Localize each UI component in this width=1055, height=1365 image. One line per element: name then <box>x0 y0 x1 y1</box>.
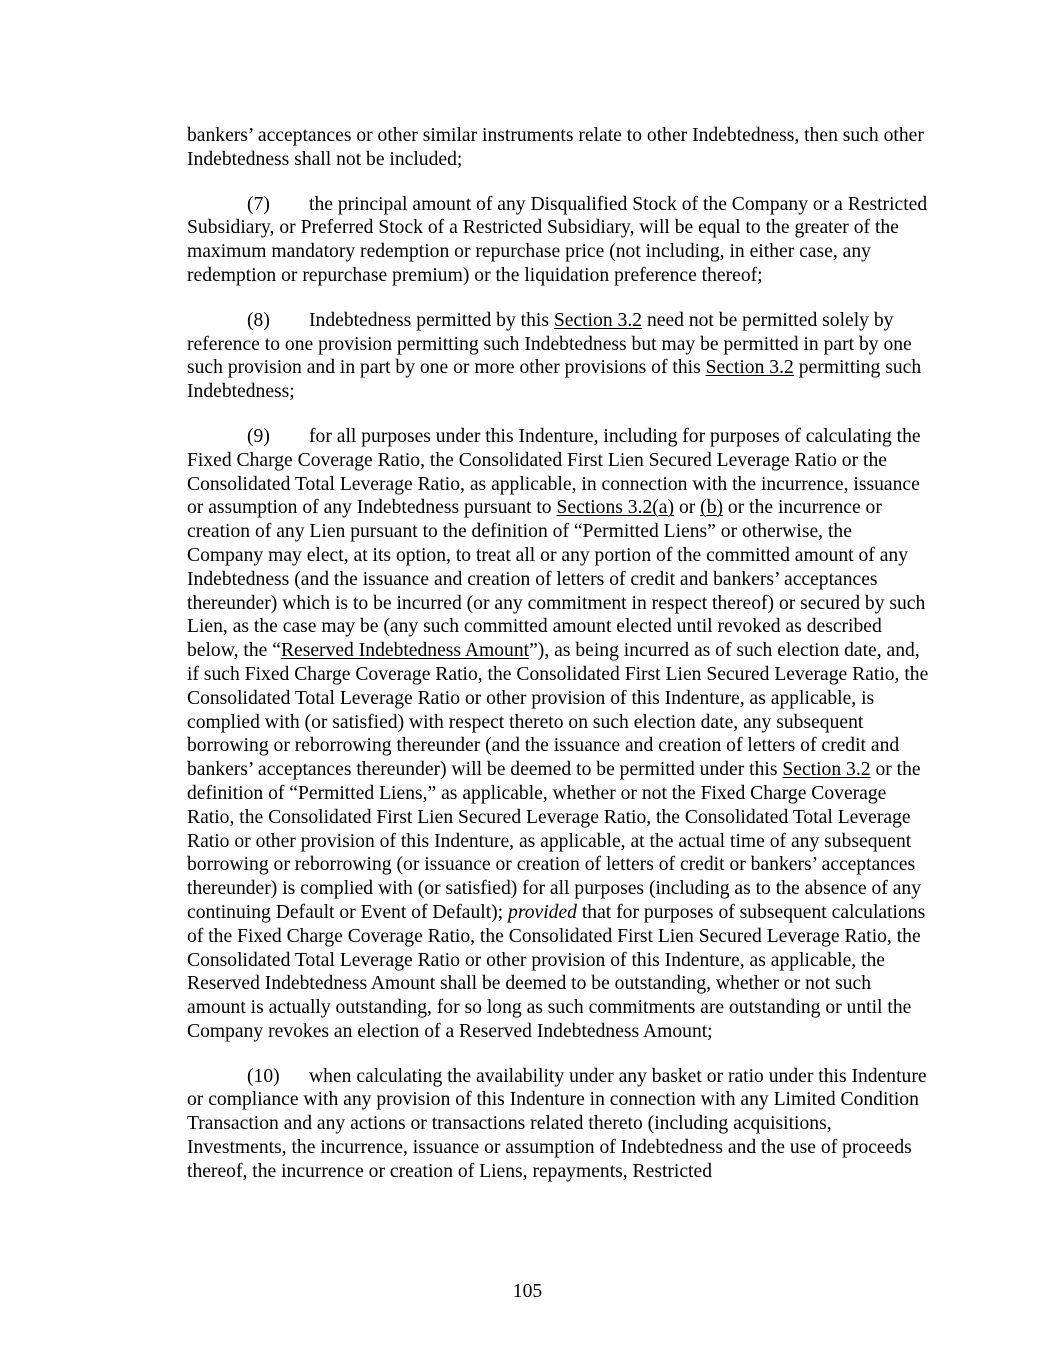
paragraph-8-number: (8) <box>247 309 270 331</box>
paragraph-continuation-text: bankers’ acceptances or other similar instruments relate to other Indebtedness, then such other Indebtedness shall not be included; <box>187 125 924 170</box>
paragraph-10 <box>187 1065 932 1184</box>
paragraph-7-text: the principal amount of any Disqualified Stock of the Company or a Restricted Subsidiary, or Preferred Stock of a Restricted Subsidiary, will be equal to the greater of the maximum mandatory redemption or repurchase price (not including, in either case, any redemption or repurchase premium) or the liquidation preference thereof; <box>187 193 928 286</box>
paragraph-9-text-4: ”), as being incurred as of such election date, and, if such Fixed Charge Coverage Ratio, the Consolidated First Lien Secured Leverage Ratio, the Consolidated Total Leverage Ratio or other provision of this Indenture, as applicable, is complied with (or satisfied) with respect thereto on such election date, any subsequent borrowing or reborrowing thereunder (and the issuance and creation of letters of credit and bankers’ acceptances thereunder) will be deemed to be permitted under this <box>187 640 929 781</box>
paragraph-10-text: when calculating the availability under any basket or ratio under this Indenture or compliance with any provision of this Indenture in connection with any Limited Condition Transaction and any actions or transactions related thereto (including acquisitions, Investments, the incurrence, issuance or assumption of Indebtedness and the use of proceeds thereof, the incurrence or creation of Liens, repayments, Restricted <box>187 1065 927 1182</box>
paragraph-9-number: (9) <box>247 425 270 447</box>
paragraph-8 <box>187 309 932 404</box>
section-reference: Section 3.2 <box>782 759 871 781</box>
proviso-term: provided <box>508 901 577 923</box>
section-reference: (b) <box>700 497 724 519</box>
section-reference: Sections 3.2(a) <box>556 497 675 519</box>
page-number: 105 <box>512 1281 543 1302</box>
paragraph-9-text-3: or the incurrence or creation of any Lien pursuant to the definition of “Permitted Liens” or otherwise, the Company may elect, at its option, to treat all or any portion of the committed amount of any Indebtedness (and the issuance and creation of letters of credit and bankers’ acceptances thereunder) which is to be incurred (or any commitment in respect thereof) or secured by such Lien, as the case may be (any such committed amount elected until revoked as described below, the “ <box>187 497 926 662</box>
paragraph-9-text-6: that for purposes of subsequent calculations of the Fixed Charge Coverage Ratio, the Consolidated First Lien Secured Leverage Ratio, the Consolidated Total Leverage Ratio or other provision of this Indenture, as applicable, the Reserved Indebtedness Amount shall be deemed to be outstanding, whether or not such amount is actually outstanding, for so long as such commitments are outstanding or until the Company revokes an election of a Reserved Indebtedness Amount; <box>187 901 926 1042</box>
paragraph-9-text-5: or the definition of “Permitted Liens,” as applicable, whether or not the Fixed Charge Coverage Ratio, the Consolidated First Lien Secured Leverage Ratio, the Consolidated Total Leverage Ratio or other provision of this Indenture, as applicable, at the actual time of any subsequent borrowing or reborrowing (or issuance or creation of letters of credit or bankers’ acceptances thereunder) is complied with (or satisfied) for all purposes (including as to the absence of any continuing Default or Event of Default); <box>187 759 922 923</box>
paragraph-7 <box>187 193 932 288</box>
paragraph-continuation <box>187 124 932 172</box>
document-page <box>187 124 932 1205</box>
paragraph-8-text-1: Indebtedness permitted by this <box>309 309 554 331</box>
paragraph-8-text-3: permitting such Indebtedness; <box>187 357 922 403</box>
paragraph-8-text-2: need not be permitted solely by reference to one provision permitting such Indebtedness but may be permitted in part by one such provision and in part by one or more other provisions of this <box>187 309 912 379</box>
section-reference: Section 3.2 <box>553 309 643 331</box>
paragraph-9-text-1: for all purposes under this Indenture, including for purposes of calculating the Fixed Charge Coverage Ratio, the Consolidated First Lien Secured Leverage Ratio or the Consolidated Total Leverage Ratio, as applicable, in connection with the incurrence, issuance or assumption of any Indebtedness pursuant to <box>187 425 921 519</box>
paragraph-9 <box>187 425 932 1044</box>
paragraph-9-text-2: or <box>674 497 701 519</box>
defined-term: Reserved Indebtedness Amount <box>280 640 530 662</box>
paragraph-10-number: (10) <box>247 1065 280 1087</box>
paragraph-7-number: (7) <box>247 193 270 215</box>
section-reference: Section 3.2 <box>705 357 794 379</box>
